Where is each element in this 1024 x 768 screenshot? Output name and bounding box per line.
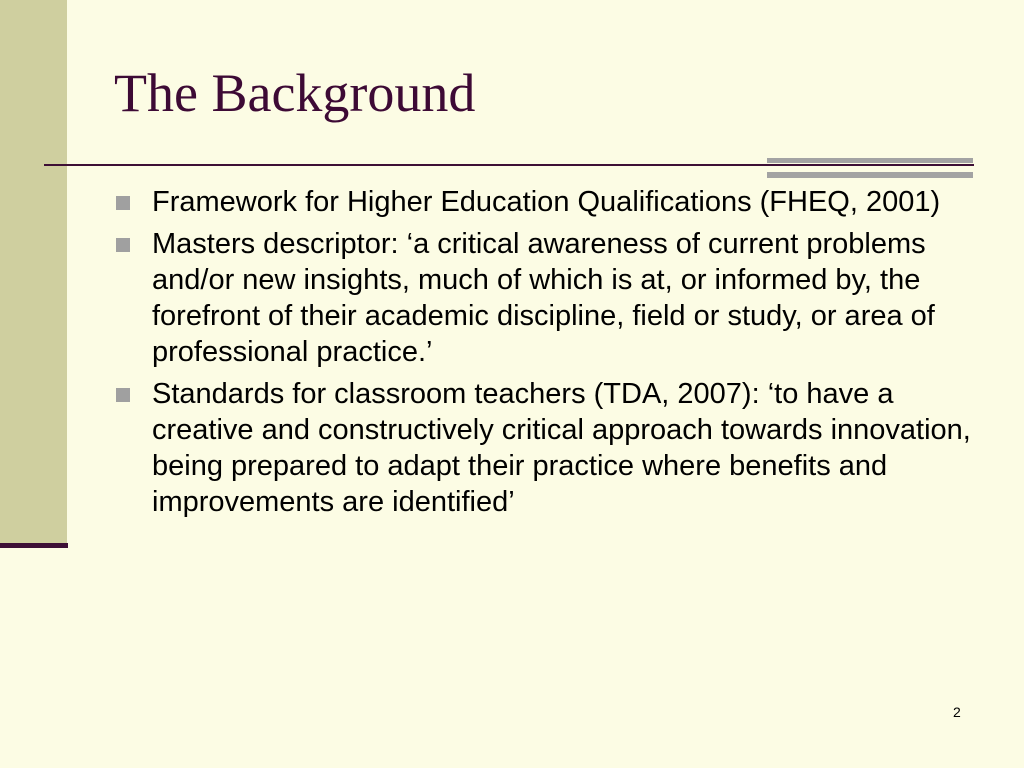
decorative-grey-bar-top xyxy=(767,158,973,163)
bullet-text: Framework for Higher Education Qualifications (FHEQ, 2001) xyxy=(152,186,941,218)
slide-title: The Background xyxy=(114,63,476,123)
title-divider-line xyxy=(44,164,974,166)
left-bar-underline xyxy=(0,543,68,548)
bullet-text: Standards for classroom teachers (TDA, 2007): ‘to have a creative and constructively critical approach towards innovation, being prepared to adapt their practice where benefits and improvements are identified’ xyxy=(152,378,971,518)
decorative-grey-bar-bottom xyxy=(767,172,973,178)
bullet-text: Masters descriptor: ‘a critical awareness of current problems and/or new insights, much of which is at, or informed by, the forefront of their academic discipline, field or study, or area of professional practice.’ xyxy=(152,228,935,368)
bullet-item-masters-descriptor xyxy=(116,226,976,370)
square-bullet-icon xyxy=(116,196,130,210)
bullet-list xyxy=(116,184,976,526)
square-bullet-icon xyxy=(116,238,130,252)
bullet-item-fheq xyxy=(116,184,976,220)
bullet-item-teacher-standards xyxy=(116,376,976,520)
left-decorative-bar xyxy=(0,0,67,544)
slide-page-number: 2 xyxy=(953,704,961,720)
square-bullet-icon xyxy=(116,388,130,402)
